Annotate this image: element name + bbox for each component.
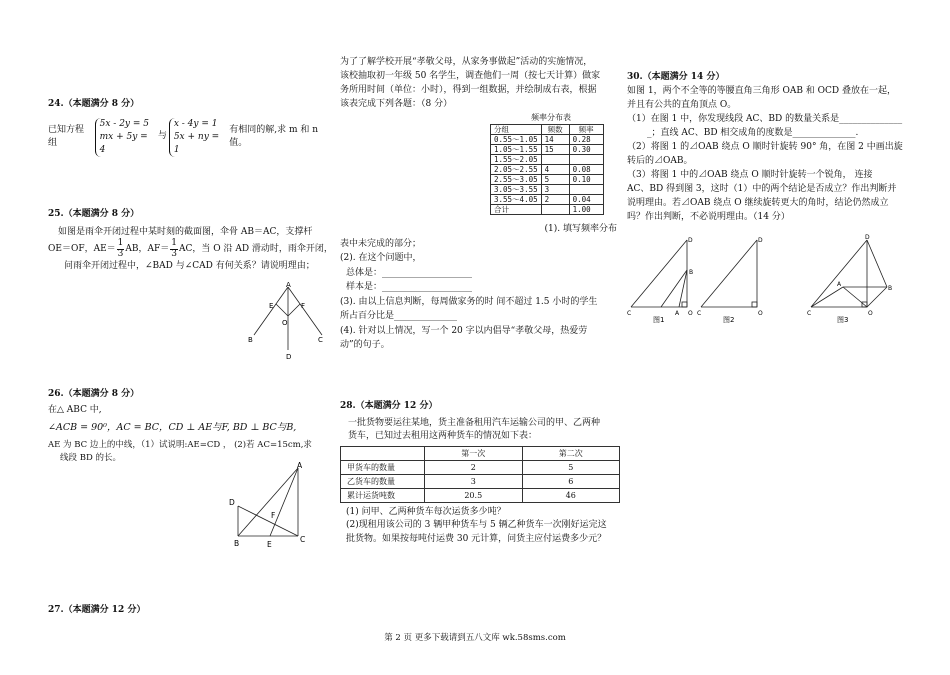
label-c: C [627, 310, 632, 317]
label-a: A [297, 461, 303, 470]
table-cell: 合计 [491, 205, 542, 215]
q27-line-2: 该校抽取初一年级 50 名学生，调查他们一周（按七天计算）做家 [340, 71, 601, 81]
q30-line-3: （1）在图 1 中，你发现线段 AC、BD 的数量关系是______________ [627, 114, 903, 124]
q30-line-1: 如图 1，两个不全等的等腰直角三角形 OAB 和 OCD 叠放在一起， [627, 86, 897, 96]
label-f: F [301, 302, 306, 310]
figure-3 [807, 232, 897, 324]
q25-line-2c: AC，当 O 沿 AD 滑动时，雨伞开闭， [178, 243, 333, 254]
table-cell: 3.05～3.55 [491, 185, 542, 195]
label-c: C [300, 535, 306, 544]
column-middle [340, 0, 617, 640]
q30-line-6: 转后的⊿OAB。 [627, 156, 693, 166]
q24-connector: 与 [157, 131, 167, 142]
q24-suffix: 有相同的解,求 m 和 n 值。 [229, 124, 319, 149]
figure-2 [697, 232, 767, 324]
label-o: O [282, 319, 288, 327]
q27-line-1: 为了了解学校开展“孝敬父母，从家务事做起”活动的实施情况， [340, 57, 593, 67]
table-cell: 3.55～4.05 [491, 195, 542, 205]
q26-line-1: 在△ ABC 中, [48, 404, 102, 415]
table-cell: 甲货车的数量 [341, 460, 425, 474]
label-d: D [286, 353, 292, 361]
q27-sub-2: (2). 在这个问题中， [340, 253, 422, 263]
figure-3-caption: 图3 [837, 316, 849, 324]
q30-line-9: 说明理由。若⊿OAB 绕点 O 继续旋转更大的角时，结论仍然成立 [627, 198, 889, 208]
column-header: 频率 [569, 125, 603, 135]
q25-line-2 [48, 239, 338, 260]
table-cell: 14 [541, 135, 569, 145]
q30-line-4: _；直线 AC、BD 相交成角的度数是______________. [647, 128, 859, 138]
q26-line-4: 线段 BD 的长。 [60, 453, 121, 463]
q27-sub-1b: 表中未完成的部分； [340, 238, 422, 249]
q30-line-7: （3）将图 1 中的⊿OAB 绕点 O 顺时针旋转一个锐角， 连接 [627, 170, 873, 180]
label-b: B [248, 336, 253, 344]
label-e: E [269, 302, 274, 310]
q28-sub-2a: (2)现租用该公司的 3 辆甲种货车与 5 辆乙种货车一次刚好运完这 [346, 520, 607, 530]
label-a: A [675, 310, 680, 317]
question-27-heading: 27.（本题满分 12 分） [48, 605, 146, 615]
label-a: A [837, 281, 842, 288]
q28-sub-1: (1) 问甲、乙两种货车每次运货多少吨？ [346, 506, 506, 517]
table-row [491, 175, 604, 185]
table-cell: 2 [425, 460, 523, 474]
label-b: B [888, 285, 893, 292]
page-footer: 第 2 页 更多下载请到五八文库 wk.58sms.com [384, 633, 566, 643]
fraction-denominator: 3 [117, 248, 124, 259]
table-cell [569, 185, 603, 195]
table-row [491, 185, 604, 195]
table-cell: 1.00 [569, 205, 603, 215]
table-cell: 0.28 [569, 135, 603, 145]
q25-line-2b: AB，AF＝ [125, 243, 170, 254]
label-c: C [318, 336, 323, 344]
q27-line-4: 该表完成下列各题：（8 分） [340, 99, 453, 109]
q30-line-5: （2）将图 1 的⊿OAB 绕点 O 顺时针旋转 90° 角，在图 2 中画出旋 [627, 142, 903, 152]
table-cell: 2.05～2.55 [491, 165, 542, 175]
table-cell [569, 155, 603, 165]
frequency-table-wrap [490, 112, 612, 215]
question-28-heading: 28.（本题满分 12 分） [340, 401, 438, 411]
q26-line-3: AE 为 BC 边上的中线，（1）试说明:AE=CD ， (2)若 AC=15cm,求 [48, 440, 312, 451]
table-row [491, 155, 604, 165]
column-right [627, 0, 917, 640]
label-c: C [807, 310, 812, 317]
frequency-table [490, 124, 604, 215]
table-cell: 0.08 [569, 165, 603, 175]
table-cell: 3 [541, 185, 569, 195]
fraction-one-third [117, 239, 125, 260]
question-26 [48, 388, 338, 465]
column-header: 频数 [541, 125, 569, 135]
question-30-heading: 30.（本题满分 14 分） [627, 72, 725, 82]
q28-sub-2b: 批货物。如果按每吨付运费 30 元计算，问货主应付运费多少元？ [346, 533, 607, 544]
equation-system-2 [169, 118, 227, 157]
q27-sub-1a: (1). 填写频率分布 [544, 224, 617, 234]
table-row [341, 474, 620, 488]
label-c: C [697, 310, 702, 317]
q30-line-2: 并且有公共的直角顶点 O。 [627, 100, 737, 110]
label-a: A [286, 281, 291, 289]
table-cell: 4 [541, 165, 569, 175]
table-cell: 6 [522, 474, 620, 488]
question-24-body [48, 118, 338, 157]
q25-line-3: 问雨伞开闭过程中，∠BAD 与∠CAD 有何关系？请说明理由； [64, 260, 315, 271]
q25-line-1: 如图是雨伞开闭过程中某时刻的截面图，伞骨 AB＝AC，支撑杆 [58, 226, 313, 237]
label-d: D [865, 234, 870, 241]
label-o: O [868, 310, 873, 317]
column-left [48, 0, 340, 640]
table-row [341, 460, 620, 474]
table-cell: 20.5 [425, 488, 523, 502]
table-cell: 0.30 [569, 145, 603, 155]
table-cell: 累计运货吨数 [341, 488, 425, 502]
label-d: D [758, 237, 763, 244]
q28-line-1: 一批货物要运往某地，货主准备租用汽车运输公司的甲、乙两种 [348, 417, 601, 428]
q27-line-3: 务所用时间（单位：小时），得到一组数据，并绘制成右表，根据 [340, 85, 597, 95]
question-27-subquestions [340, 222, 617, 353]
label-d: D [688, 237, 693, 244]
triangle-figure [226, 458, 346, 550]
table-cell: 0.55～1.05 [491, 135, 542, 145]
table-header-row [491, 125, 604, 135]
fraction-denominator-2: 3 [171, 248, 177, 259]
table-row [341, 488, 620, 502]
table-row [491, 165, 604, 175]
fraction-numerator-2: 1 [171, 238, 177, 248]
column-header: 分组 [491, 125, 542, 135]
figure-2-caption: 图2 [723, 316, 735, 324]
q30-line-10: 吗？作出判断，不必说明理由。（14 分） [627, 212, 790, 222]
table-row [491, 135, 604, 145]
question-24-heading: 24.（本题满分 8 分） [48, 99, 140, 109]
table-cell: 1.05～1.55 [491, 145, 542, 155]
table-cell: 2.55～3.05 [491, 175, 542, 185]
q27-sub-4a: (4). 针对以上情况，写一个 20 字以内倡导“孝敬父母，热爱劳 [340, 325, 588, 336]
question-25 [48, 208, 338, 273]
question-24 [48, 98, 338, 157]
question-30 [627, 70, 917, 224]
frequency-table-title: 频率分布表 [531, 113, 571, 122]
label-d: D [229, 498, 235, 507]
question-28 [340, 400, 625, 546]
table-cell: 5 [541, 175, 569, 185]
table-cell: 0.10 [569, 175, 603, 185]
q27-sample: 样本是：____________________ [346, 282, 473, 292]
label-b: B [234, 539, 240, 548]
table-cell [541, 205, 569, 215]
table-cell: 15 [541, 145, 569, 155]
table-header-row [341, 446, 620, 460]
q27-total-population: 总体是：____________________ [346, 267, 473, 278]
table-cell: 3 [425, 474, 523, 488]
figure-1-caption: 图1 [653, 316, 665, 324]
question-27-body [340, 55, 617, 111]
table-cell: 2 [541, 195, 569, 205]
figure-1 [627, 232, 697, 324]
q24-prefix: 已知方程组 [48, 124, 85, 149]
label-f: F [271, 511, 276, 520]
table-row [491, 205, 604, 215]
q28-line-2: 货车，已知过去租用这两种货车的情况如下表： [348, 431, 538, 441]
table-row [491, 145, 604, 155]
q27-sub-4b: 动”的句子。 [340, 340, 390, 350]
label-o: O [758, 310, 763, 317]
column-header: 第二次 [522, 446, 620, 460]
q25-line-2a: OE＝OF，AE＝ [48, 243, 116, 254]
equation-1a: 5x - 2y = 5 [99, 118, 149, 129]
equation-system-1 [95, 118, 156, 157]
fraction-one-third-2 [170, 239, 178, 260]
truck-table [340, 446, 620, 503]
equation-1b: mx + 5y = 4 [99, 131, 148, 155]
table-cell: 1.55～2.05 [491, 155, 542, 165]
label-o: O [688, 310, 693, 317]
table-cell: 乙货车的数量 [341, 474, 425, 488]
column-header: 第一次 [425, 446, 523, 460]
q26-line-2: ∠ACB = 90⁰，AC = BC，CD ⊥ AE与F, BD ⊥ BC与B, [48, 422, 297, 433]
question-25-heading: 25.（本题满分 8 分） [48, 209, 140, 219]
label-b: B [689, 269, 694, 276]
equation-2a: x - 4y = 1 [173, 118, 218, 129]
table-cell: 46 [522, 488, 620, 502]
table-cell: 0.04 [569, 195, 603, 205]
q27-sub-3b: 所占百分比是______________ [340, 311, 458, 321]
q27-sub-3a: (3). 由以上信息判断，每周做家务的时 间不超过 1.5 小时的学生 [340, 296, 598, 307]
question-26-heading: 26.（本题满分 8 分） [48, 389, 140, 399]
label-e: E [267, 540, 272, 549]
table-cell: 5 [522, 460, 620, 474]
column-header [341, 446, 425, 460]
equation-2b: 5x + ny = 1 [173, 131, 220, 155]
umbrella-figure [246, 280, 326, 365]
table-cell [541, 155, 569, 165]
fraction-numerator: 1 [117, 238, 124, 248]
table-row [491, 195, 604, 205]
q30-line-8: AC、BD 得到图 3，这时（1）中的两个结论是否成立？作出判断并 [627, 184, 897, 194]
